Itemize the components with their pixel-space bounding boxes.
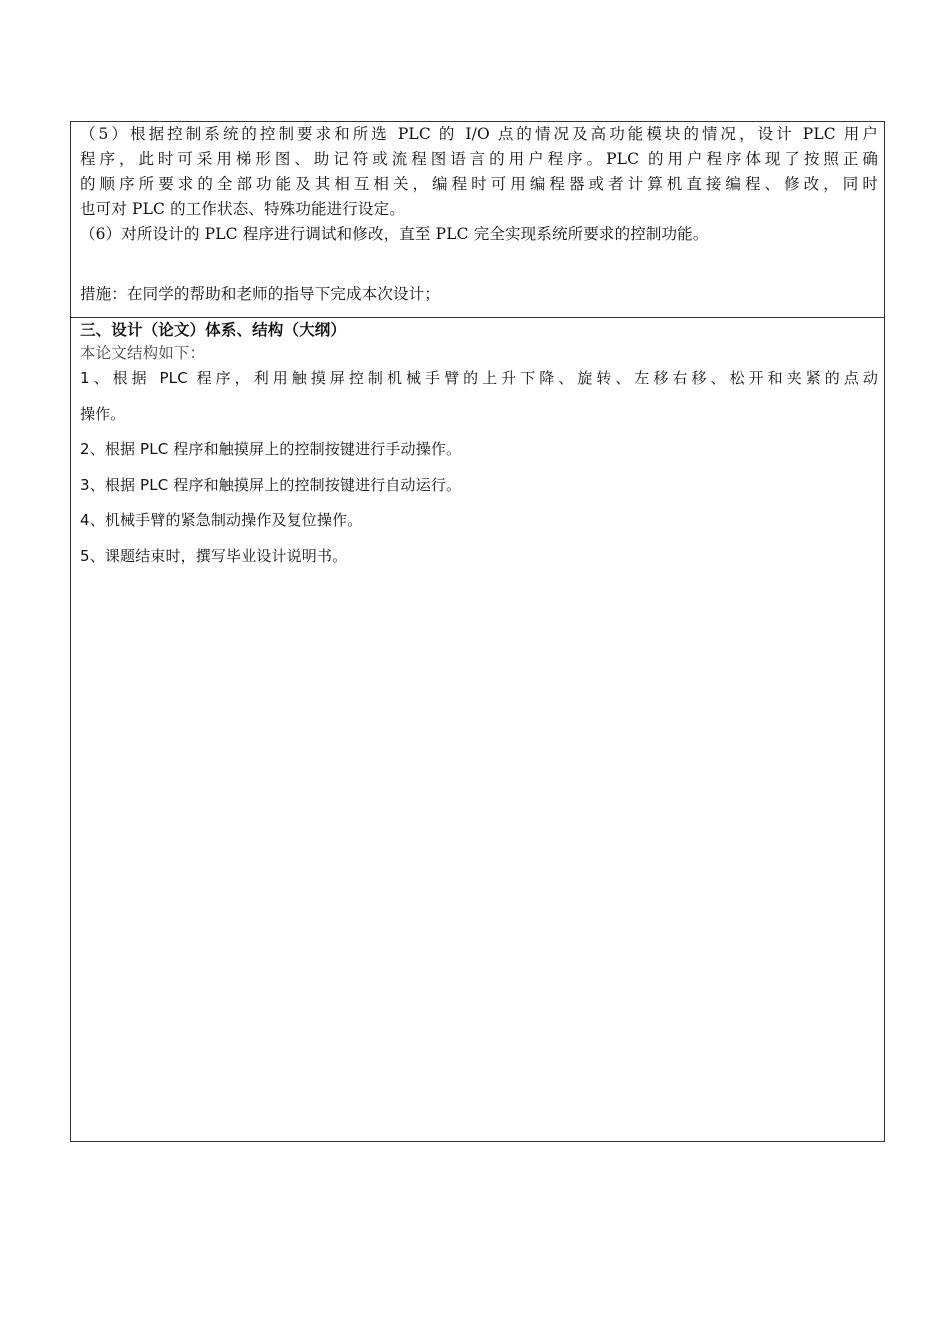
measures-text: 措施：在同学的帮助和老师的指导下完成本次设计； <box>80 285 440 303</box>
step5-line-1: （5）根据控制系统的控制要求和所选 PLC 的 I/O 点的情况及高功能模块的情况，设计 PLC 用户 <box>80 125 878 143</box>
outline-item-1-line-1: 1、根据 PLC 程序，利用触摸屏控制机械手臂的上升下降、旋转、左移右移、松开和夹紧的点动 <box>80 369 878 387</box>
outline-item-5: 5、课题结束时，撰写毕业设计说明书。 <box>80 547 348 565</box>
outline-item-2: 2、根据 PLC 程序和触摸屏上的控制按键进行手动操作。 <box>80 440 462 458</box>
step5-line-3: 的顺序所要求的全部功能及其相互相关，编程时可用编程器或者计算机直接编程、修改，同时 <box>80 175 878 193</box>
outline-intro: 本论文结构如下： <box>80 344 206 362</box>
section-heading: 三、设计（论文）体系、结构（大纲） <box>80 321 347 339</box>
step6-text: （6）对所设计的 PLC 程序进行调试和修改，直至 PLC 完全实现系统所要求的控制功能。 <box>80 225 709 243</box>
content-table <box>70 121 885 1142</box>
previous-section-cell <box>71 122 884 318</box>
step5-line-4: 也可对 PLC 的工作状态、特殊功能进行设定。 <box>80 200 405 218</box>
step5-line-2: 程序，此时可采用梯形图、助记符或流程图语言的用户程序。PLC 的用户程序体现了按照正确 <box>80 150 878 168</box>
outline-item-4: 4、机械手臂的紧急制动操作及复位操作。 <box>80 511 363 529</box>
outline-item-1-line-2: 操作。 <box>80 405 126 423</box>
outline-item-3: 3、根据 PLC 程序和触摸屏上的控制按键进行自动运行。 <box>80 476 462 494</box>
